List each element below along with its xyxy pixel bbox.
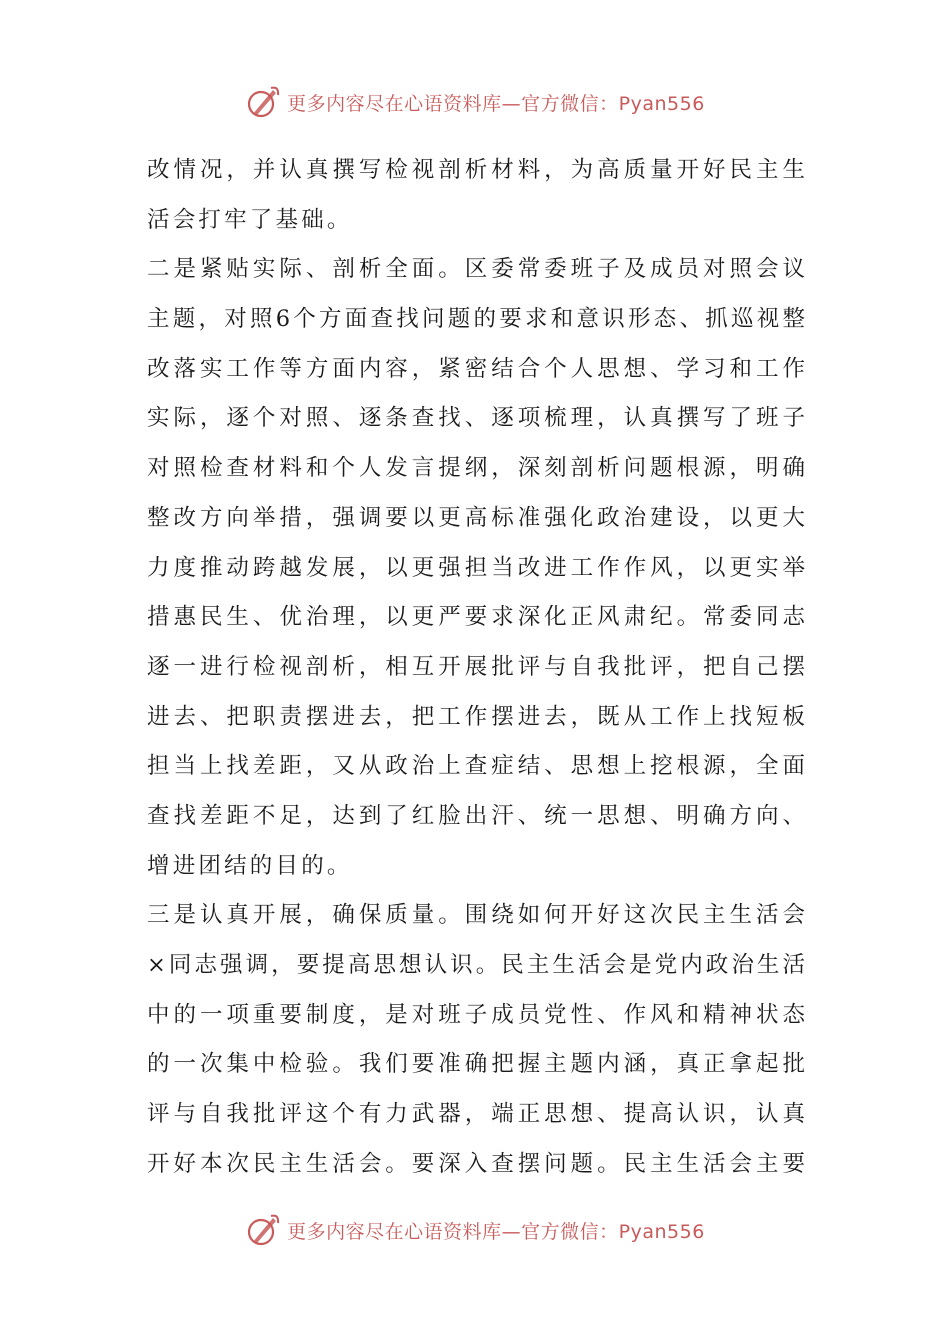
text-line: 对照检查材料和个人发言提纲，深刻剖析问题根源，明确 [147, 455, 805, 482]
text-line: 整改方向举措，强调要以更高标准强化政治建设，以更大 [147, 504, 805, 531]
text-line: 逐一进行检视剖析，相互开展批评与自我批评，把自己摆 [147, 653, 805, 680]
text-line: 查找差距不足，达到了红脸出汗、统一思想、明确方向、 [147, 802, 805, 829]
text-line: 的一次集中检验。我们要准确把握主题内涵，真正拿起批 [147, 1051, 805, 1078]
text-line: 担当上找差距，又从政治上查症结、思想上挖根源，全面 [147, 753, 805, 780]
header-watermark [0, 82, 950, 122]
text-line: 三是认真开展，确保质量。围绕如何开好这次民主生活会 [147, 902, 805, 929]
text-line: ×同志强调，要提高思想认识。民主生活会是党内政治生活 [147, 952, 805, 978]
text-line: 二是紧贴实际、剖析全面。区委常委班子及成员对照会议 [147, 256, 805, 283]
text-line: 开好本次民主生活会。要深入查摆问题。民主生活会主要 [147, 1150, 805, 1177]
text-line: 力度推动跨越发展，以更强担当改进工作作风，以更实举 [147, 554, 805, 581]
quill-logo-icon [245, 84, 281, 120]
text-line: 主题，对照6个方面查找问题的要求和意识形态、抓巡视整 [147, 306, 805, 333]
watermark-text: 更多内容尽在心语资料库—官方微信：Pyan556 [287, 92, 705, 115]
text-line: 进去、把职责摆进去，把工作摆进去，既从工作上找短板 [147, 703, 805, 730]
quill-logo-icon [245, 1212, 281, 1248]
text-line: 改情况，并认真撰写检视剖析材料，为高质量开好民主生 [147, 157, 805, 183]
text-line: 评与自我批评这个有力武器，端正思想、提高认识，认真 [147, 1101, 805, 1128]
footer-watermark [0, 1210, 950, 1250]
text-line: 实际，逐个对照、逐条查找、逐项梳理，认真撰写了班子 [147, 405, 805, 432]
text-line: 改落实工作等方面内容，紧密结合个人思想、学习和工作 [147, 355, 805, 382]
text-line: 增进团结的目的。 [147, 852, 353, 879]
watermark-text: 更多内容尽在心语资料库—官方微信：Pyan556 [287, 1220, 705, 1243]
text-line: 措惠民生、优治理，以更严要求深化正风肃纪。常委同志 [147, 604, 805, 631]
text-line: 中的一项重要制度，是对班子成员党性、作风和精神状态 [147, 1001, 805, 1028]
document-body [147, 146, 805, 1189]
text-line: 活会打牢了基础。 [147, 206, 353, 233]
